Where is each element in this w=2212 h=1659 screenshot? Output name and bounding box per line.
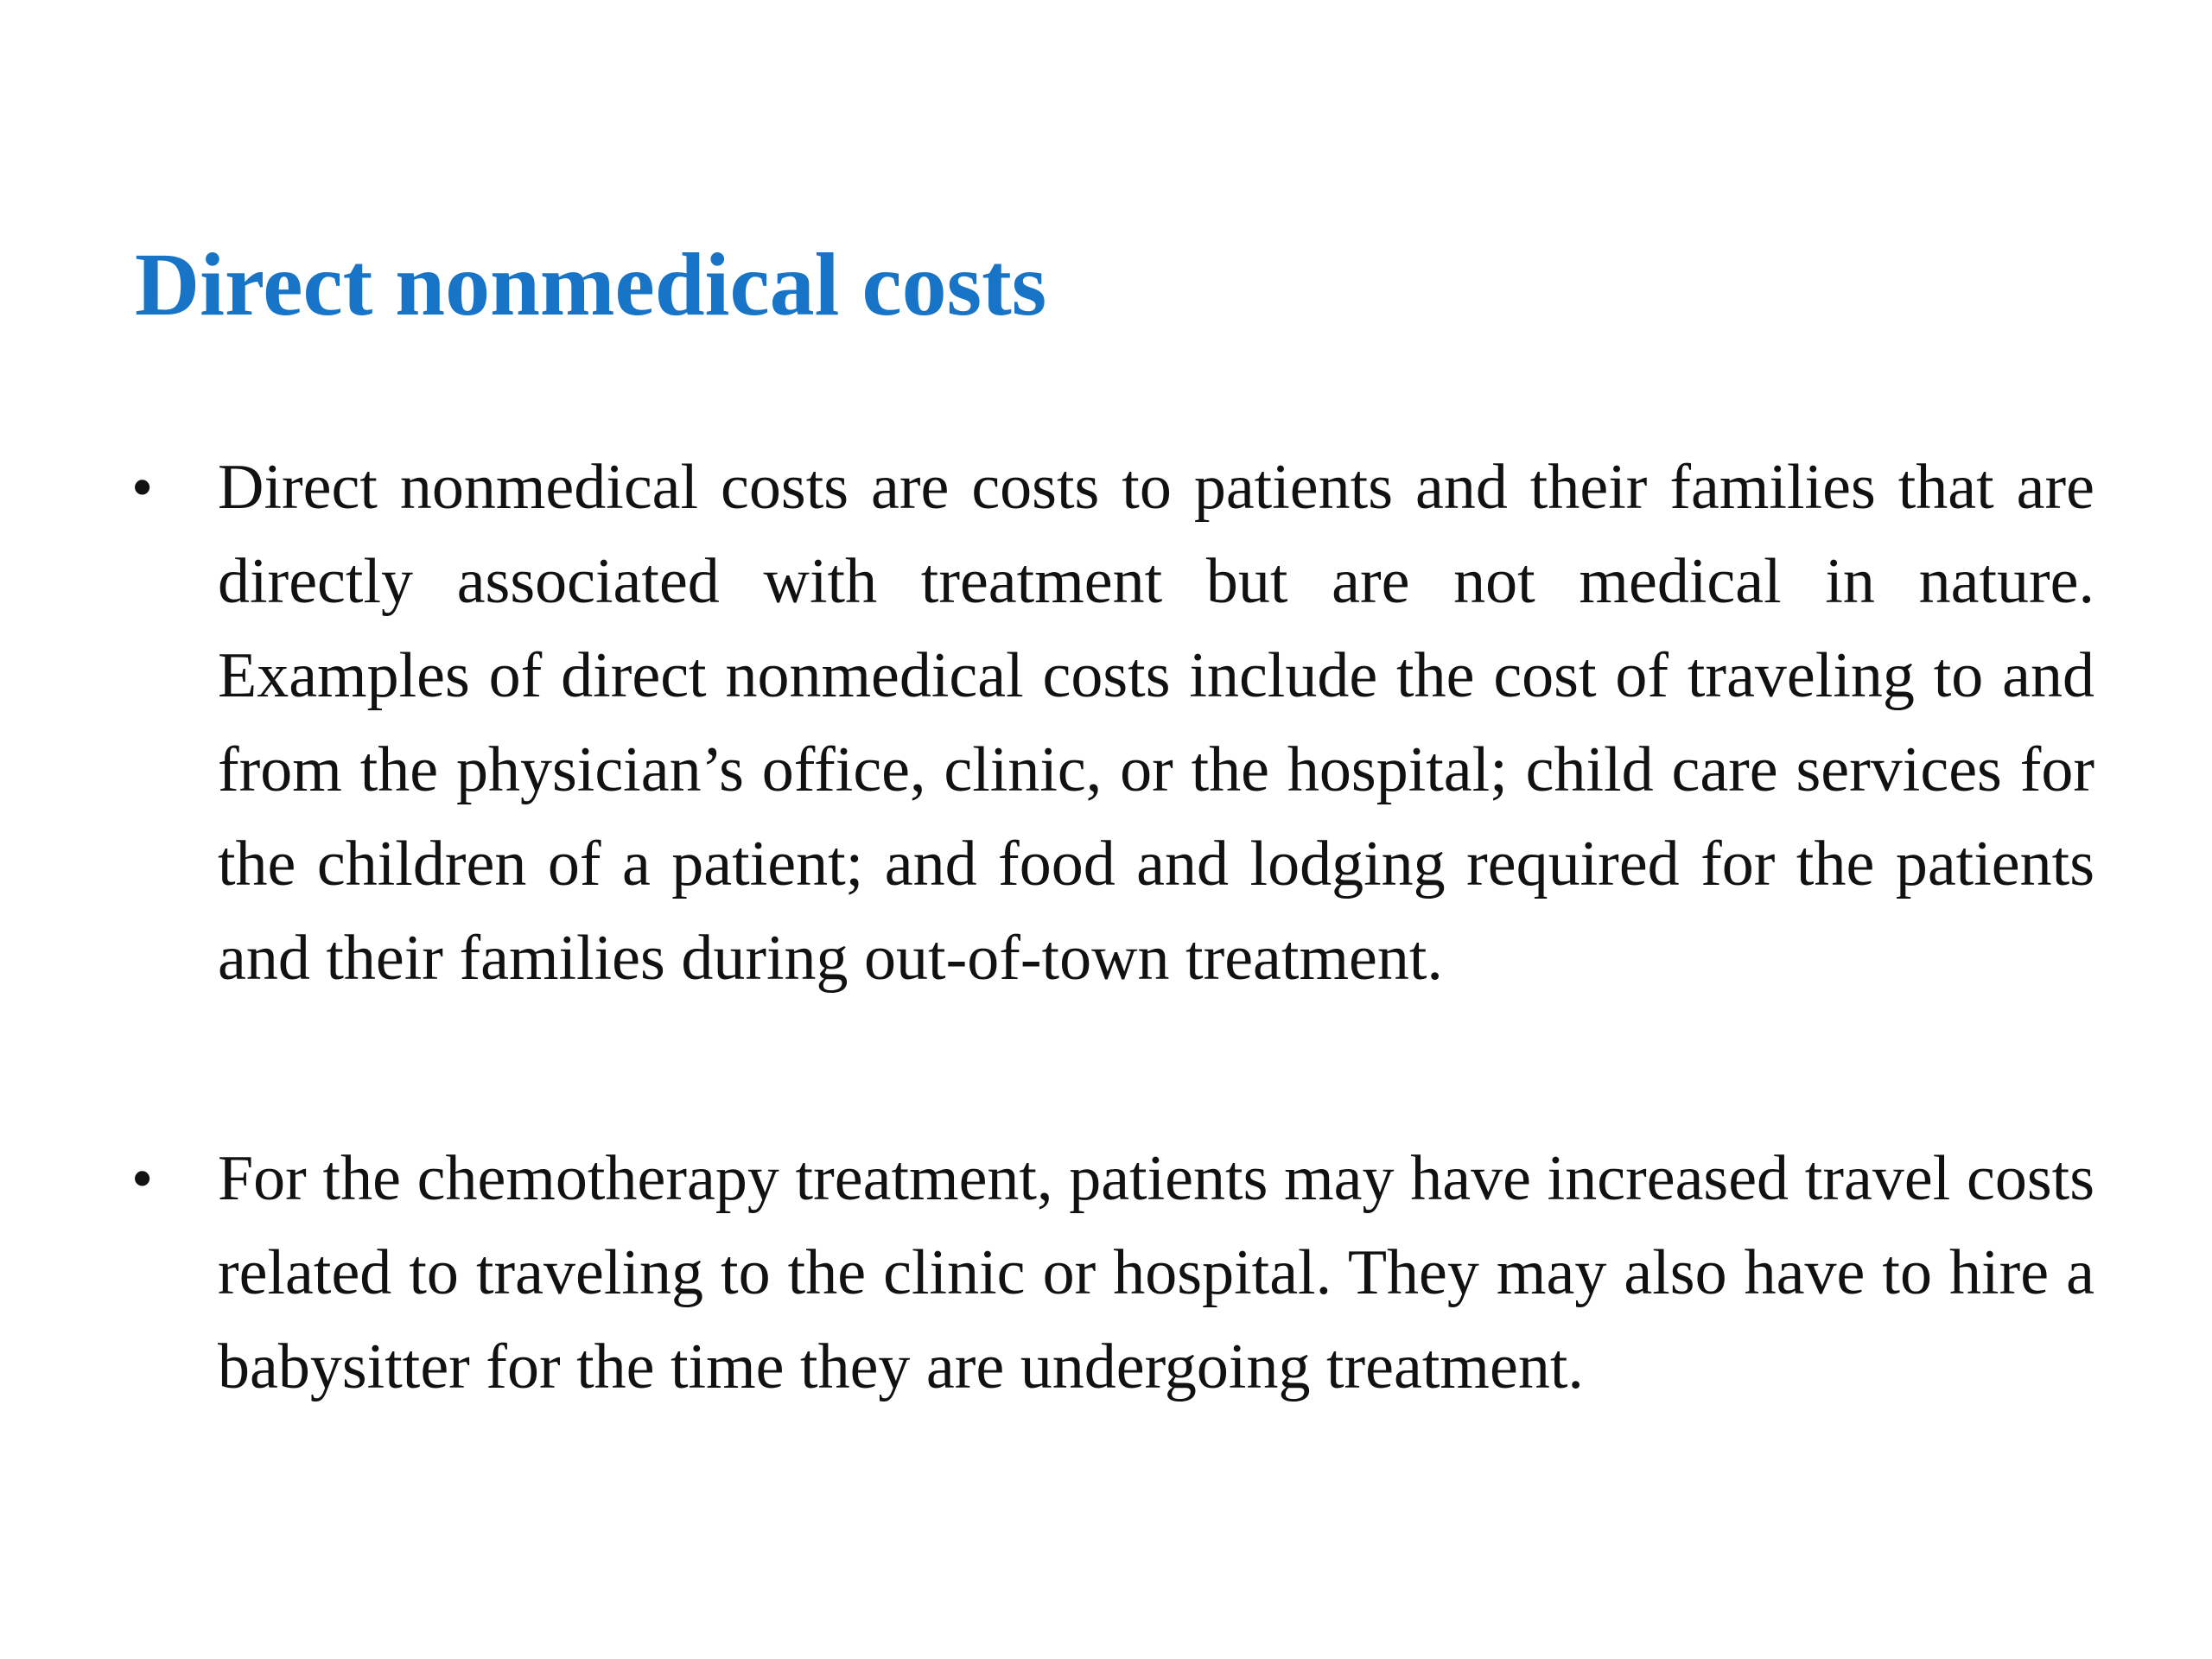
bullet-text: Direct nonmedical costs are costs to patients and their families that are directly associated with treatment but are not medical in nature. Examples of direct nonmedical costs include the cost of traveling to and from the physician’s office, clinic, or the hospital; child care services for the children of a patient; and food and lodging required for the patients and their families during out-of-town treatment. bbox=[218, 452, 2094, 994]
slide-title: Direct nonmedical costs bbox=[135, 235, 1047, 334]
bullet-text: For the chemotherapy treatment, patients may have increased travel costs related to traveling to the clinic or hospital. They may also have to hire a babysitter for the time they are undergoing treatment. bbox=[218, 1143, 2094, 1402]
bullet-dot-icon: • bbox=[131, 1144, 154, 1213]
bullet-dot-icon: • bbox=[131, 453, 154, 522]
